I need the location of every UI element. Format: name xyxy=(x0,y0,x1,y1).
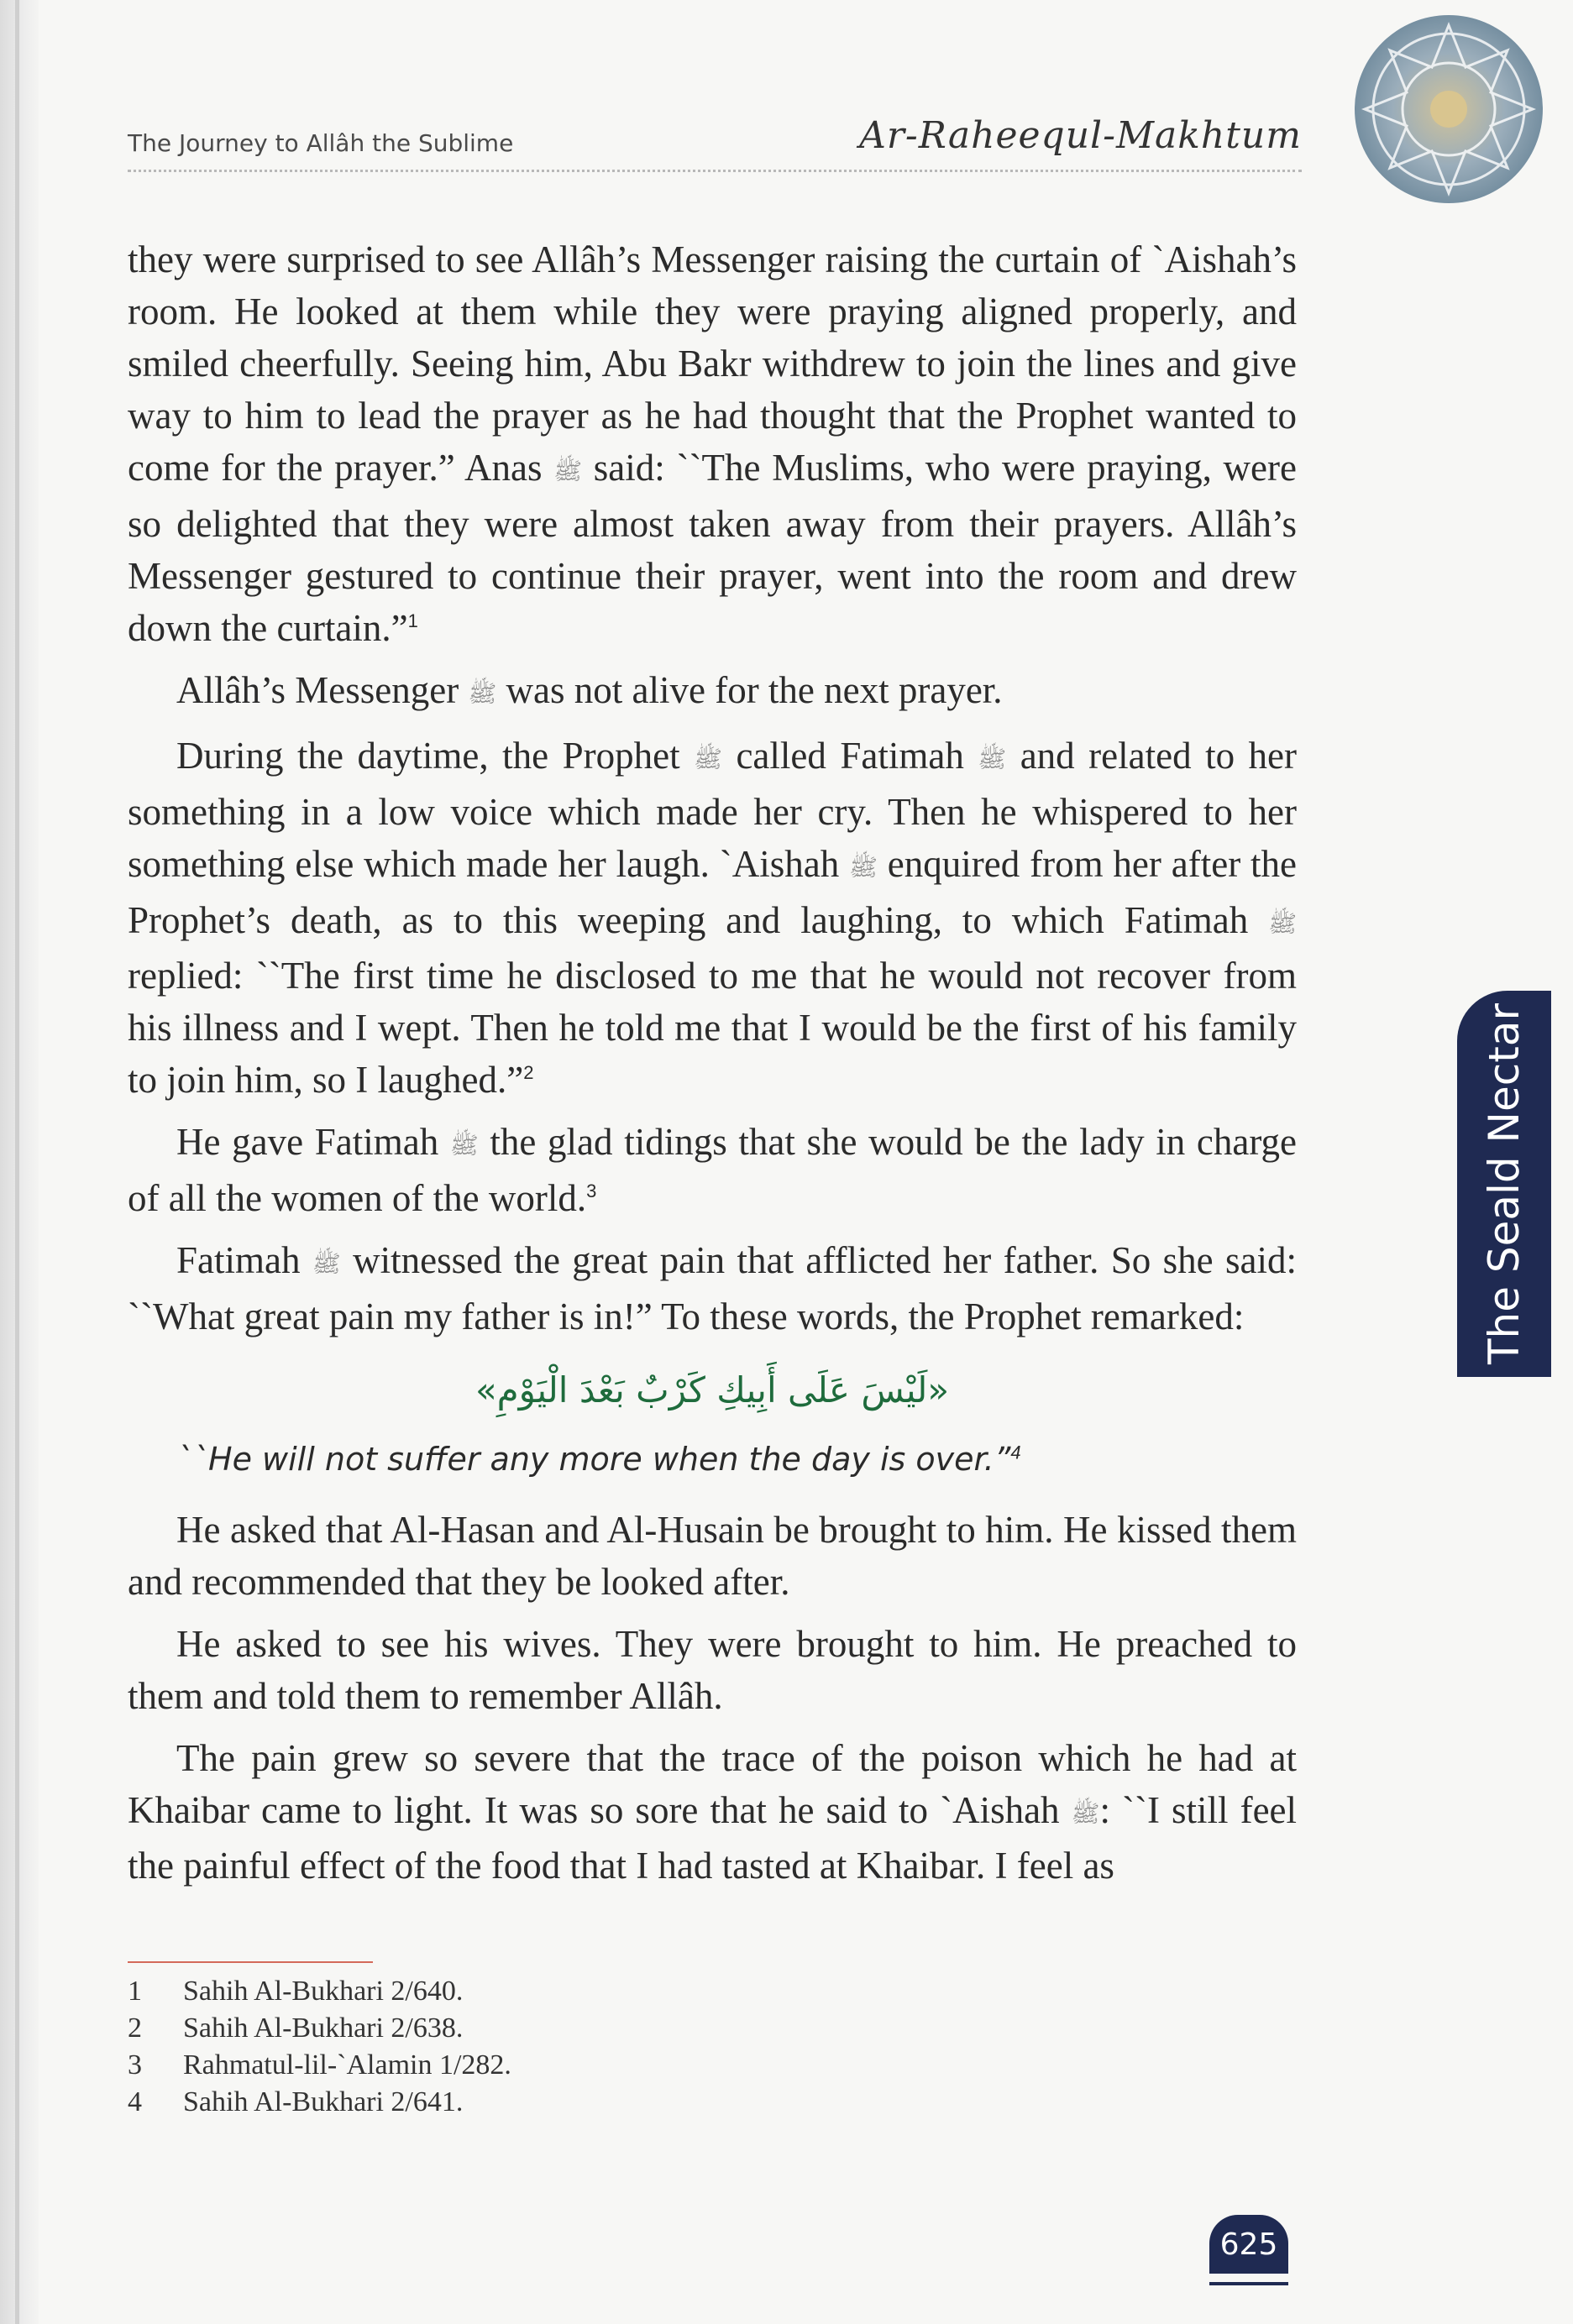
p3c-text: and related to her something in a low voice which made her cry. Then he whispered to her something else which made her laugh. `Aishah xyxy=(128,735,1298,886)
p3e-text: replied: ``The first time he disclosed to me that he would not recover from his illness and I wept. Then he told me that I would be the first of his family to join him, so I laughed.” xyxy=(128,955,1297,1102)
footnote-ref-1: 1 xyxy=(407,610,418,631)
paragraph-3 xyxy=(128,730,1297,1106)
paragraph-7: He asked to see his wives. They were brought to him. He preached to them and told them to remember Allâh. xyxy=(128,1622,1297,1717)
p5a-text: Fatimah xyxy=(176,1239,301,1282)
hadith-translation xyxy=(128,1433,1297,1485)
honorific-icon: ﷺ xyxy=(553,457,583,485)
honorific-icon: ﷺ xyxy=(849,853,878,882)
page-header xyxy=(128,114,1302,173)
footnote-item: 4 Sahih Al-Bukhari 2/641. xyxy=(128,2086,464,2117)
footnote-item: 1 Sahih Al-Bukhari 2/640. xyxy=(128,1976,464,2007)
section-side-tab xyxy=(1457,991,1551,1377)
p8b-text: : ``I still feel the painful effect of the food that I had tasted at Khaibar. I feel as xyxy=(128,1788,1298,1887)
paragraph-6: He asked that Al-Hasan and Al-Husain be brought to him. He kissed them and recommended that they be looked after. xyxy=(128,1508,1297,1603)
footnote-ref-2: 2 xyxy=(523,1062,534,1084)
honorific-icon: ﷺ xyxy=(449,1132,479,1160)
running-title: The Journey to Allâh the Sublime xyxy=(128,129,514,157)
p3d-text: enquired from her after the Prophet’s death, as to this weeping and laughing, to which Fatimah xyxy=(128,843,1298,941)
honorific-icon: ﷺ xyxy=(978,746,1007,774)
footnote-item: 2 Sahih Al-Bukhari 2/638. xyxy=(128,2013,464,2044)
footnote-rule xyxy=(128,1961,373,1963)
honorific-icon: ﷺ xyxy=(694,746,722,774)
binding-strip xyxy=(0,0,39,2324)
footnote-ref-3: 3 xyxy=(586,1180,597,1202)
honorific-icon: ﷺ xyxy=(1071,1799,1100,1828)
p4b-text: the glad tidings that she would be the lady in charge of all the women of the world. xyxy=(128,1121,1298,1220)
p1b-text: said: ``The Muslims, who were praying, were so delighted that they were almost taken away from their prayers. Allâh’s Messenger gestured to continue their prayer, went into the room and drew down the curtain.” xyxy=(128,447,1297,649)
page-number-rule xyxy=(1209,2282,1288,2285)
paragraph-8 xyxy=(128,1732,1297,1892)
p3b-text: called Fatimah xyxy=(736,735,964,777)
ornament-rosette-icon xyxy=(1348,8,1549,210)
body-text xyxy=(128,233,1297,1902)
p2a-text: Allâh’s Messenger xyxy=(176,668,459,711)
footnotes xyxy=(128,1973,511,2121)
arabic-hadith: «لَيْسَ عَلَى أَبِيكِ كَرْبٌ بَعْدَ الْيَوْمِ» xyxy=(475,1369,950,1411)
p5b-text: witnessed the great pain that afflicted her father. So she said: ``What great pain my father is in!” To these words, the Prophet remarked: xyxy=(128,1239,1298,1337)
honorific-icon: ﷺ xyxy=(312,1249,341,1278)
p4a-text: He gave Fatimah xyxy=(176,1121,439,1164)
p1-text: they were surprised to see Allâh’s Messenger raising the curtain of `Aishah’s room. He looked at them while they were praying aligned properly, and smiled cheerfully. Seeing him, Abu Bakr withdrew to join the lines and give way to him to lead the prayer as he had thought that the Prophet wanted to come for the prayer.” Anas xyxy=(128,238,1297,489)
honorific-icon: ﷺ xyxy=(1268,909,1298,938)
footnote-ref-4: 4 xyxy=(1010,1442,1021,1463)
quote-text: ``He will not suffer any more when the day is over.” xyxy=(176,1440,1011,1478)
paragraph-5 xyxy=(128,1234,1297,1343)
paragraph-4 xyxy=(128,1116,1297,1224)
page-number: 625 xyxy=(1209,2215,1288,2274)
p3a-text: During the daytime, the Prophet xyxy=(176,735,680,777)
footnote-item: 3 Rahmatul-lil-`Alamin 1/282. xyxy=(128,2049,511,2081)
p2b-text: was not alive for the next prayer. xyxy=(506,668,1003,711)
side-tab-label: The Seald Nectar xyxy=(1480,1002,1528,1365)
book-title: Ar-Raheequl-Makhtum xyxy=(849,114,1302,157)
paragraph-1 xyxy=(128,233,1297,654)
honorific-icon: ﷺ xyxy=(468,679,497,708)
paragraph-2 xyxy=(128,664,1297,720)
header-dotted-rule xyxy=(128,170,1302,172)
p8a-text: The pain grew so severe that the trace of the poison which he had at Khaibar came to light. It was so sore that he said to `Aishah xyxy=(128,1736,1297,1831)
